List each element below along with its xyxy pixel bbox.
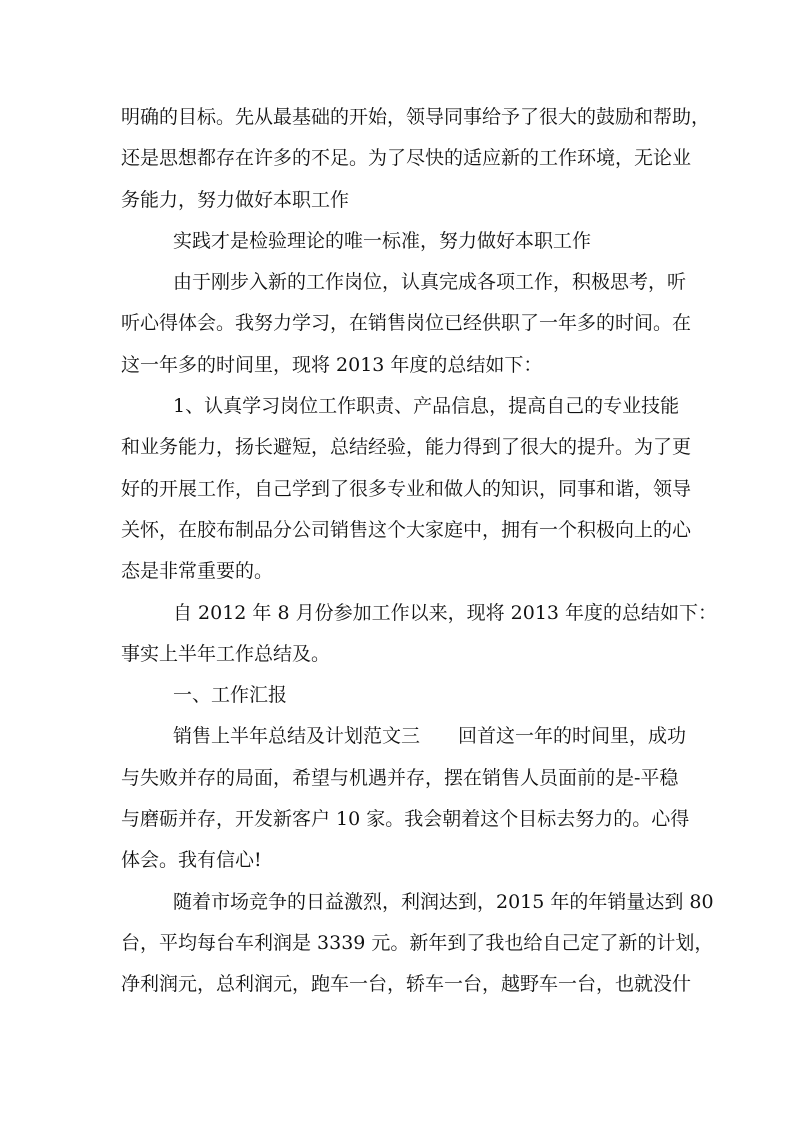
- text-line: 还是思想都存在许多的不足。为了尽快的适应新的工作环境，无论业: [121, 147, 692, 170]
- text-line: 和业务能力，扬长避短，总结经验，能力得到了很大的提升。为了更: [121, 436, 692, 459]
- text-line: 一、工作汇报: [173, 684, 288, 707]
- text-line: 关怀，在胶布制品分公司销售这个大家庭中，拥有一个积极向上的心: [121, 518, 692, 541]
- text-line: 好的开展工作，自己学到了很多专业和做人的知识，同事和谐，领导: [121, 477, 692, 500]
- text-line: 由于刚步入新的工作岗位，认真完成各项工作，积极思考，听: [173, 271, 687, 294]
- text-line: 台，平均每台车利润是 3339 元。新年到了我也给自己定了新的计划，: [121, 931, 714, 954]
- text-line: 听心得体会。我努力学习，在销售岗位已经供职了一年多的时间。在: [121, 312, 692, 335]
- text-line: 体会。我有信心!: [121, 849, 262, 872]
- text-line: 与磨砺并存，开发新客户 10 家。我会朝着这个目标去努力的。心得: [121, 808, 690, 831]
- text-line: 随着市场竞争的日益激烈，利润达到，2015 年的年销量达到 80: [173, 890, 714, 913]
- text-line: 净利润元，总利润元，跑车一台，轿车一台，越野车一台，也就没什: [121, 973, 692, 996]
- text-line: 这一年多的时间里，现将 2013 年度的总结如下：: [121, 353, 543, 376]
- text-line: 明确的目标。先从最基础的开始，领导同事给予了很大的鼓励和帮助，: [121, 106, 711, 128]
- text-line: 实践才是检验理论的唯一标准，努力做好本职工作: [173, 229, 592, 252]
- document-body: [121, 97, 718, 1006]
- text-line: 事实上半年工作总结及。: [121, 642, 331, 665]
- text-line: 与失败并存的局面，希望与机遇并存，摆在销售人员面前的是-平稳: [121, 766, 679, 789]
- text-line: 自 2012 年 8 月份参加工作以来，现将 2013 年度的总结如下：: [173, 601, 718, 624]
- text-line: 1、认真学习岗位工作职责、产品信息，提高自己的专业技能: [173, 395, 680, 418]
- text-line: 态是非常重要的。: [121, 560, 274, 583]
- text-line: 销售上半年总结及计划范文三 回首这一年的时间里，成功: [173, 725, 687, 748]
- text-line: 务能力，努力做好本职工作: [121, 188, 350, 211]
